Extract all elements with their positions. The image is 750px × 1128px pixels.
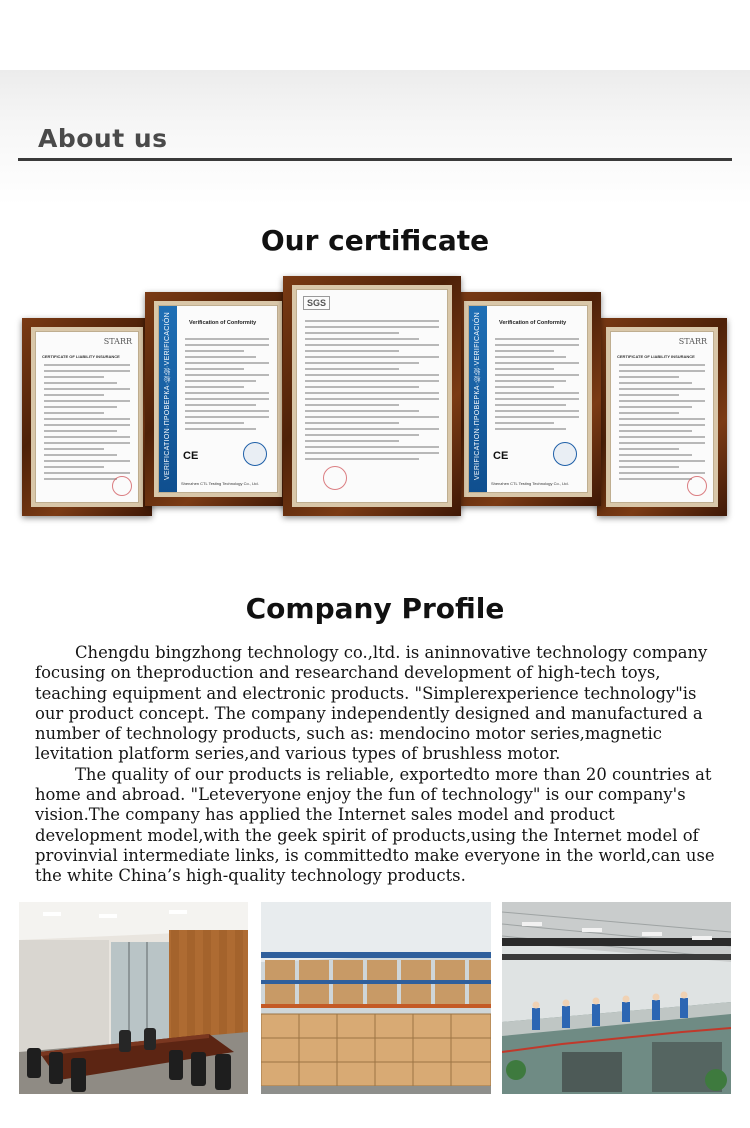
certificate-title: CERTIFICATE OF LIABILITY INSURANCE bbox=[617, 354, 695, 359]
certificate-title: CERTIFICATE OF LIABILITY INSURANCE bbox=[42, 354, 120, 359]
conference-room-image bbox=[19, 902, 248, 1094]
certificate-document bbox=[158, 305, 278, 493]
stamp-icon bbox=[112, 476, 132, 496]
verification-side-bar: VERIFICATION·ПРОВЕРКА·检验·VERIFICACIÓN bbox=[469, 306, 487, 492]
certificate-document bbox=[610, 331, 714, 503]
starr-logo: STARR bbox=[678, 337, 707, 346]
company-profile-text bbox=[35, 643, 725, 887]
certificate-frame-1[interactable] bbox=[22, 318, 152, 516]
certificate-document bbox=[468, 305, 588, 493]
production-line-image bbox=[502, 902, 731, 1094]
certificate-frame-3[interactable] bbox=[283, 276, 461, 516]
profile-paragraph-1: Chengdu bingzhong technology co.,ltd. is aninnovative technology company focusing on theproduction and researchand development of high-tech toys, teaching equipment and electronic products. "Simplerexperience technology"is our product concept. The company independently designed and manufactured a number of technology products, such as: mendocino motor series,magnetic levitation platform series,and various types of brushless motor. bbox=[35, 643, 708, 764]
document-text-lines bbox=[619, 364, 705, 484]
ce-mark-icon: CE bbox=[493, 450, 509, 462]
certificate-document bbox=[35, 331, 139, 503]
certificate-frame-5[interactable] bbox=[597, 318, 727, 516]
stamp-icon bbox=[323, 466, 347, 490]
certificate-frame-2[interactable] bbox=[145, 292, 291, 506]
document-text-lines bbox=[185, 338, 269, 434]
starr-logo: STARR bbox=[103, 337, 132, 346]
certificate-footer: Shenzhen CTL Testing Technology Co., Ltd. bbox=[181, 481, 259, 486]
certificate-frame-4[interactable] bbox=[455, 292, 601, 506]
company-profile-heading: Company Profile bbox=[245, 592, 505, 625]
certificate-heading: Our certificate bbox=[260, 224, 490, 257]
conference-room-photo[interactable] bbox=[19, 902, 248, 1094]
certificate-document bbox=[296, 289, 448, 503]
sgs-logo: SGS bbox=[303, 296, 330, 310]
warehouse-photo[interactable] bbox=[261, 902, 491, 1094]
certificate-title: Verification of Conformity bbox=[189, 320, 257, 326]
about-us-title: About us bbox=[38, 124, 168, 153]
header-divider bbox=[18, 158, 732, 161]
certificate-title: Verification of Conformity bbox=[499, 320, 567, 326]
certificate-footer: Shenzhen CTL Testing Technology Co., Ltd. bbox=[491, 481, 569, 486]
document-text-lines bbox=[305, 320, 439, 464]
ctl-seal-icon bbox=[553, 442, 577, 466]
verification-side-bar: VERIFICATION·ПРОВЕРКА·检验·VERIFICACIÓN bbox=[159, 306, 177, 492]
document-text-lines bbox=[44, 364, 130, 484]
warehouse-image bbox=[261, 902, 491, 1094]
production-line-photo[interactable] bbox=[502, 902, 731, 1094]
profile-paragraph-2: The quality of our products is reliable, exportedto more than 20 countries at home and abroad. "Leteveryone enjoy the fun of technology" is our company's vision.The company has applied the Internet sales model and product development model,with the geek spirit of products,using the Internet model of provinvial intermediate links, is committedto make everyone in the world,can use the white China’s high-quality technology products. bbox=[35, 764, 715, 886]
ctl-seal-icon bbox=[243, 442, 267, 466]
document-text-lines bbox=[495, 338, 579, 434]
ce-mark-icon: CE bbox=[183, 450, 199, 462]
stamp-icon bbox=[687, 476, 707, 496]
